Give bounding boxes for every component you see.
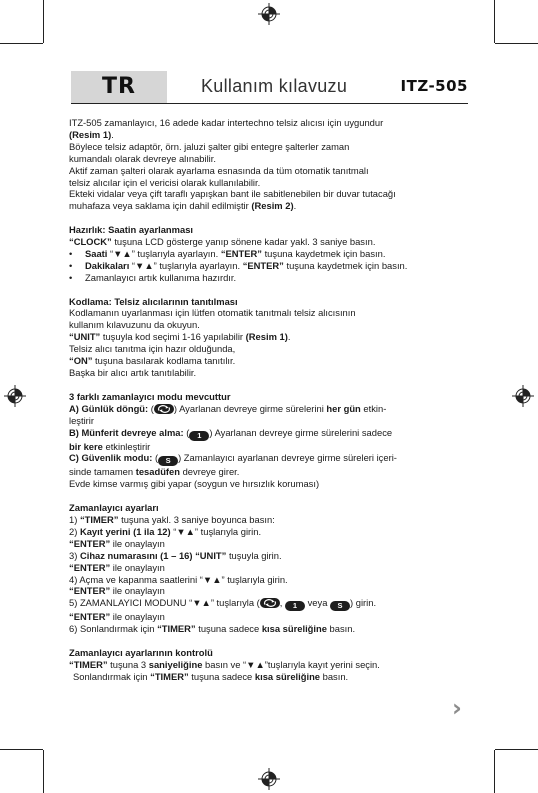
intro-text: muhafaza veya saklama için dahil edilmiştir (Resim 2). [69, 200, 297, 212]
list-item: • Zamanlayıcı artık kullanıma hazırdır. [69, 272, 473, 284]
crop-mark [494, 750, 495, 793]
crop-mark [495, 43, 538, 44]
coding-section [69, 296, 473, 379]
intro-text: Böylece telsiz adaptör, örn. jaluzi şalter gibi entegre şalterler zaman [69, 140, 350, 152]
timer-step: 6) Sonlandırmak için “TIMER” tuşuna sadece kısa süreliğine basın. [69, 623, 356, 635]
cycle-arrows-icon [154, 404, 174, 414]
timer-step: 5) ZAMANLAYICI MODUNU “▼▲” tuşlarıyla ( , 1 veya S ) girin. [69, 597, 377, 611]
prep-text: “CLOCK” tuşuna LCD gösterge yanıp sönene kadar yakl. 3 saniye basın. [69, 236, 376, 248]
crop-mark [494, 0, 495, 43]
list-item: • Saati “▼▲” tuşlarıyla ayarlayın. “ENTER” tuşuna kaydetmek için basın. [69, 248, 473, 260]
spacer [69, 490, 473, 502]
page-header [71, 71, 468, 104]
timer-step: 4) Açma ve kapanma saatlerini “▼▲” tuşlarıyla girin. [69, 573, 288, 585]
timer-section [69, 502, 473, 635]
section-heading: Zamanlayıcı ayarları [69, 502, 159, 514]
crop-mark [0, 749, 43, 750]
coding-text: “UNIT” tuşuyla kod seçimi 1-16 yapılabilir (Resim 1). [69, 331, 291, 343]
next-page-icon: › [452, 694, 462, 722]
coding-text: Telsiz alıcı tanıtma için hazır olduğunda, [69, 343, 236, 355]
coding-text: Kodlamanın uyarlanması için lütfen otomatik tanıtmalı telsiz alıcısının [69, 307, 356, 319]
registration-mark-icon [4, 385, 26, 407]
coding-text: Başka bir alıcı artık tanıtılabilir. [69, 367, 197, 378]
section-heading: Zamanlayıcı ayarlarının kontrolü [69, 647, 213, 659]
crop-mark [43, 750, 44, 793]
check-text: “TIMER” tuşuna 3 saniyeliğine basın ve “▼▲”tuşlarıyla kayıt yerini seçin. [69, 658, 380, 670]
check-text: Sonlandırmak için “TIMER” tuşuna sadece kısa süreliğine basın. [73, 670, 349, 682]
timer-confirm: “ENTER” ile onaylayın [69, 561, 165, 573]
mode-security: sinde tamamen tesadüfen devreye girer. [69, 466, 240, 478]
intro-text: ITZ-505 zamanlayıcı, 16 adede kadar intertechno telsiz alıcısı için uygundur [69, 117, 384, 128]
section-heading: Hazırlık: Saatin ayarlanması [69, 224, 194, 236]
cycle-arrows-icon [260, 598, 280, 608]
crop-mark [495, 749, 538, 750]
security-s-icon: S [330, 601, 350, 611]
section-heading: 3 farklı zamanlayıcı modu mevcuttur [69, 390, 231, 402]
mode-security: Evde kimse varmış gibi yapar (soygun ve hırsızlık koruması) [69, 478, 320, 490]
registration-mark-icon [512, 385, 534, 407]
mode-once: bir kere etkinleştirir [69, 440, 151, 452]
spacer [69, 635, 473, 647]
mode-once: B) Münferit devreye alma: ( 1 ) Ayarlanan devreye girme sürelerini sadece [69, 426, 393, 440]
spacer [69, 284, 473, 296]
check-section [69, 647, 473, 683]
intro-text: Ekteki vidalar veya çift taraflı yapışkan bant ile sabitlenebilen bir duvar tutacağı [69, 188, 396, 200]
spacer [69, 379, 473, 391]
modes-section [69, 391, 473, 490]
prep-section [69, 224, 473, 284]
mode-security: C) Güvenlik modu: ( S ) Zamanlayıcı ayarlanan devreye girme süreleri içeri- [69, 452, 397, 466]
timer-confirm: “ENTER” ile onaylayın [69, 585, 165, 597]
language-badge: TR [71, 71, 167, 103]
intro-text: Aktif zaman şalteri olarak ayarlama esnasında da tüm otomatik tanıtmalı [69, 164, 369, 176]
spacer [69, 212, 473, 224]
intro-text: kumandalı olarak devreye alınabilir. [69, 152, 216, 164]
manual-body [69, 117, 473, 683]
mode-daily: leştirir [69, 414, 94, 426]
security-s-icon: S [158, 456, 178, 466]
crop-mark [0, 43, 43, 44]
timer-step: 1) “TIMER” tuşuna yakl. 3 saniye boyunca basın: [69, 514, 275, 526]
single-one-icon: 1 [285, 601, 305, 611]
timer-step: 2) Kayıt yerini (1 ila 12) “▼▲” tuşlarıyla girin. [69, 525, 262, 537]
list-item: • Dakikaları “▼▲” tuşlarıyla ayarlayın. “ENTER” tuşuna kaydetmek için basın. [69, 260, 473, 272]
model-number: ITZ-505 [400, 77, 468, 95]
single-one-icon: 1 [189, 431, 209, 441]
mode-daily: A) Günlük döngü: ( ) Ayarlanan devreye girme sürelerini her gün etkin- [69, 402, 387, 414]
timer-confirm: “ENTER” ile onaylayın [69, 611, 165, 623]
intro-text: telsiz alıcılar için el vericisi olarak kullanılabilir. [69, 176, 261, 188]
intro-text: (Resim 1). [69, 128, 114, 140]
coding-text: “ON” tuşuna basılarak kodlama tanıtılır. [69, 355, 236, 367]
coding-text: kullanım kılavuzunu da okuyun. [69, 319, 200, 331]
timer-confirm: “ENTER” ile onaylayın [69, 537, 165, 549]
crop-mark [43, 0, 44, 43]
section-heading: Kodlama: Telsiz alıcılarının tanıtılması [69, 295, 238, 307]
intro-section [69, 117, 473, 212]
timer-step: 3) Cihaz numarasını (1 – 16) “UNIT” tuşuyla girin. [69, 549, 282, 561]
registration-mark-icon [258, 3, 280, 25]
registration-mark-icon [258, 768, 280, 790]
page-title: Kullanım kılavuzu [201, 76, 348, 96]
